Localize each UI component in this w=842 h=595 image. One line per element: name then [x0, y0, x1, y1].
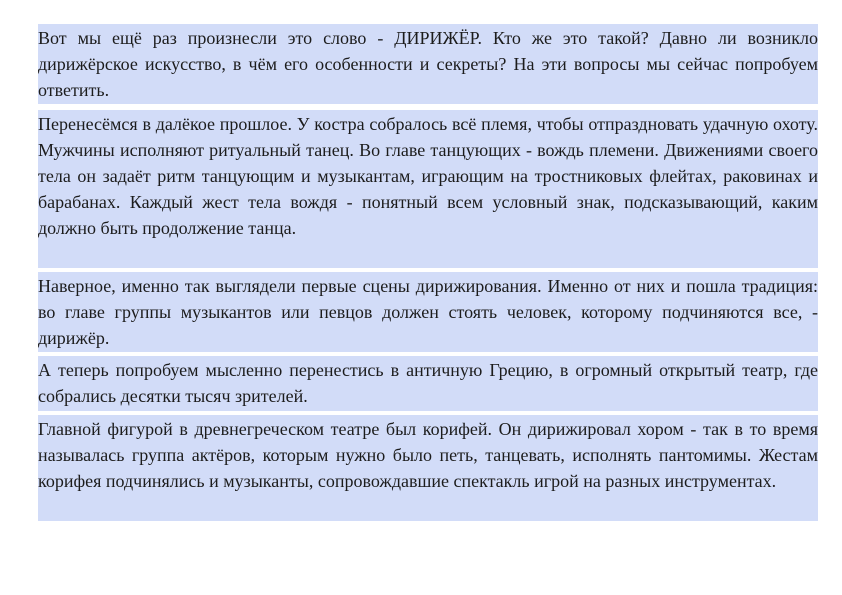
paragraph-tribe: Перенесёмся в далёкое прошлое. У костра собралось всё племя, чтобы отпраздновать удачную охоту. Мужчины исполняют ритуальный танец. Во главе танцующих - вождь племени. Движениями своего тела он задаёт ритм танцующим и музыкантам, играющим на тростниковых флейтах, раковинах и барабанах. Каждый жест тела вождя - понятный всем условный знак, подсказывающий, каким должно быть продолжение танца.	[38, 110, 818, 268]
paragraph-tradition: Наверное, именно так выглядели первые сцены дирижирования. Именно от них и пошла традиция: во главе группы музыкантов или певцов должен стоять человек, которому подчиняются все, - дирижёр.	[38, 272, 818, 352]
paragraph-intro: Вот мы ещё раз произнесли это слово - ДИРИЖЁР. Кто же это такой? Давно ли возникло дирижёрское искусство, в чём его особенности и секреты? На эти вопросы мы сейчас попробуем ответить.	[38, 24, 818, 104]
paragraph-greece: А теперь попробуем мысленно перенестись в античную Грецию, в огромный открытый театр, где собрались десятки тысяч зрителей.	[38, 356, 818, 411]
paragraph-coryphaeus: Главной фигурой в древнегреческом театре был корифей. Он дирижировал хором - так в то время называлась группа актёров, которым нужно было петь, танцевать, исполнять пантомимы. Жестам корифея подчинялись и музыканты, сопровождавшие спектакль игрой на разных инструментах.	[38, 415, 818, 521]
